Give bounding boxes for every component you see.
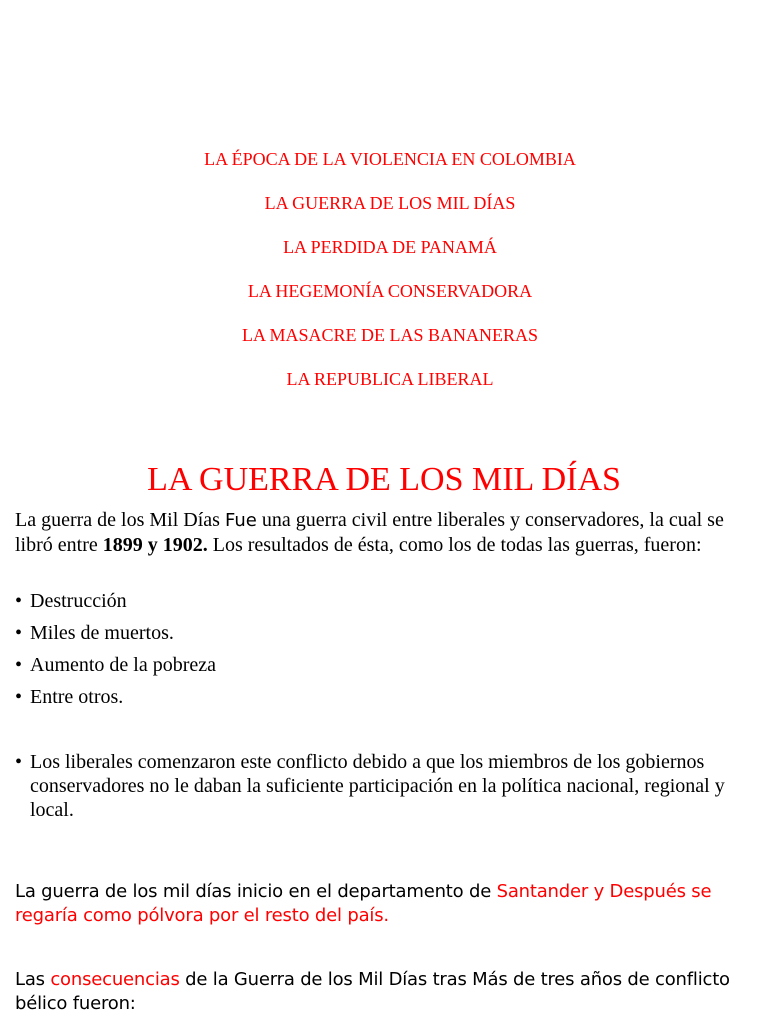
list-item bbox=[15, 621, 755, 645]
list-item-text: Destrucción bbox=[30, 590, 127, 612]
consequences-highlight: consecuencias bbox=[50, 969, 180, 990]
intro-text-part1: La guerra de los Mil Días bbox=[15, 509, 225, 531]
list-item bbox=[15, 653, 755, 677]
topic-item: LA REPUBLICA LIBERAL bbox=[286, 369, 494, 389]
topic-item: LA GUERRA DE LOS MIL DÍAS bbox=[264, 193, 516, 213]
list-item-text: Miles de muertos. bbox=[30, 622, 174, 644]
consequences-paragraph bbox=[15, 968, 760, 1016]
intro-text-part3: Los resultados de ésta, como los de todas las guerras, fueron: bbox=[207, 534, 702, 556]
topics-list bbox=[0, 146, 768, 410]
bullet-icon: • bbox=[15, 590, 23, 612]
list-item-text: Entre otros. bbox=[30, 686, 124, 708]
bullet-icon: • bbox=[15, 622, 23, 644]
consequences-text-part1: Las bbox=[15, 969, 51, 990]
topic-item: LA PERDIDA DE PANAMÁ bbox=[283, 237, 497, 257]
list-item bbox=[15, 589, 755, 613]
results-list bbox=[15, 589, 755, 717]
intro-text-part2: una guerra civil entre liberales y conservadores, la cual se libró entre bbox=[15, 509, 724, 556]
bullet-icon: • bbox=[15, 751, 23, 773]
topic-item: LA ÉPOCA DE LA VIOLENCIA EN COLOMBIA bbox=[204, 149, 576, 169]
cause-paragraph bbox=[15, 750, 768, 822]
consequences-text-part2: de la Guerra de los Mil Días tras Más de tres años de conflicto bélico fueron: bbox=[15, 969, 730, 1014]
intro-paragraph bbox=[15, 508, 755, 557]
list-item-text: Aumento de la pobreza bbox=[30, 654, 217, 676]
list-item bbox=[15, 685, 755, 709]
bullet-icon: • bbox=[15, 686, 23, 708]
section-title: LA GUERRA DE LOS MIL DÍAS bbox=[147, 461, 621, 498]
topic-item: LA HEGEMONÍA CONSERVADORA bbox=[247, 281, 533, 301]
start-paragraph bbox=[15, 880, 760, 928]
start-text: La guerra de los mil días inicio en el departamento de bbox=[15, 881, 497, 902]
cause-text: Los liberales comenzaron este conflicto debido a que los miembros de los gobiernos conservadores no le daban la suficiente participación en la política nacional, regional y local. bbox=[30, 751, 725, 821]
start-highlight: Santander y Después se regaría como pólvora por el resto del país. bbox=[15, 881, 712, 926]
intro-years: 1899 y 1902. bbox=[102, 534, 208, 556]
intro-fue: Fue bbox=[224, 510, 257, 531]
bullet-icon: • bbox=[15, 654, 23, 676]
topic-item: LA MASACRE DE LAS BANANERAS bbox=[241, 325, 539, 345]
